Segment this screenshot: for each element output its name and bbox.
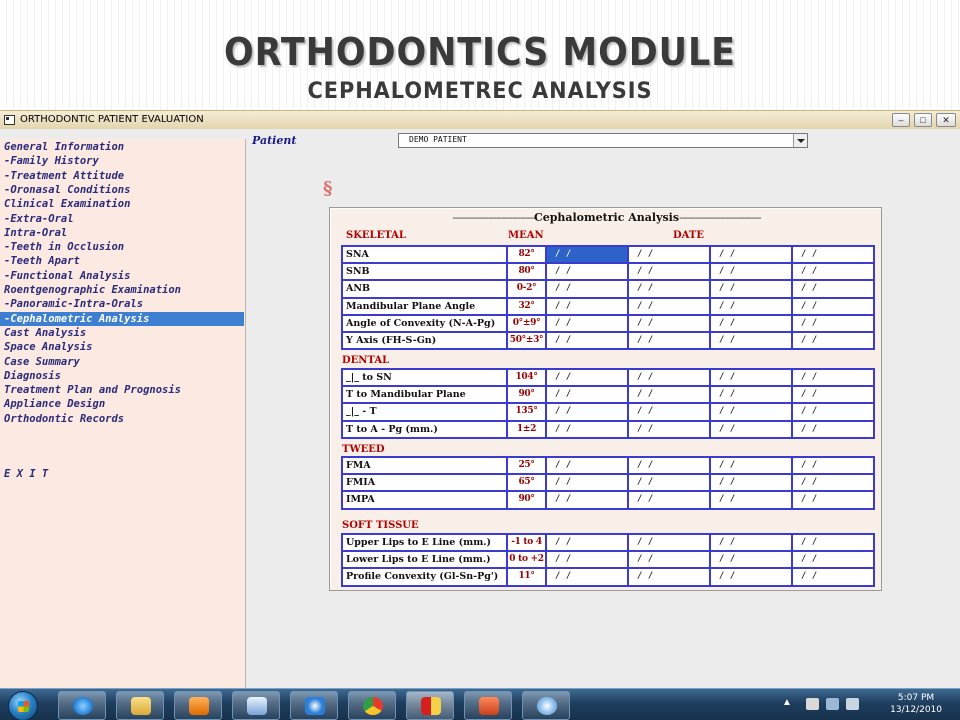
- date-input[interactable]: / /: [711, 404, 791, 419]
- date-input[interactable]: / /: [629, 333, 709, 348]
- date-input[interactable]: / /: [629, 299, 709, 314]
- sidebar-menu: [0, 139, 246, 689]
- date-input[interactable]: / /: [793, 552, 873, 567]
- analysis-section: [341, 368, 875, 439]
- clock-time: 5:07 PM: [897, 693, 935, 703]
- date-input[interactable]: / /: [711, 281, 791, 296]
- chrome-icon: [363, 697, 383, 715]
- date-input[interactable]: / /: [793, 387, 873, 402]
- table-row: [343, 370, 873, 386]
- mean-value: 11°: [508, 569, 545, 584]
- date-input[interactable]: / /: [629, 569, 709, 584]
- date-input[interactable]: / /: [711, 492, 791, 507]
- mean-value: 0°±9°: [508, 316, 545, 331]
- clock[interactable]: [890, 692, 942, 716]
- date-input[interactable]: / /: [547, 404, 627, 419]
- date-input[interactable]: / /: [793, 404, 873, 419]
- date-input[interactable]: / /: [629, 535, 709, 550]
- date-input[interactable]: / /: [547, 475, 627, 490]
- date-input[interactable]: / /: [793, 569, 873, 584]
- menu-item-exit[interactable]: E X I T: [4, 468, 49, 480]
- parameter-label: Y Axis (FH-S-Gn): [343, 333, 506, 348]
- date-input[interactable]: / /: [793, 264, 873, 279]
- date-input[interactable]: / /: [629, 247, 709, 262]
- file-explorer-icon: [131, 697, 151, 715]
- date-input[interactable]: / /: [711, 370, 791, 385]
- column-header-mean: MEAN: [508, 230, 544, 241]
- teamviewer-icon: [305, 697, 325, 715]
- parameter-label: FMIA: [343, 475, 506, 490]
- taskbar: [0, 688, 960, 720]
- parameter-label: FMA: [343, 458, 506, 473]
- table-row: [343, 299, 873, 315]
- parameter-label: Angle of Convexity (N-A-Pg): [343, 316, 506, 331]
- date-input[interactable]: / /: [547, 370, 627, 385]
- mean-value: 65°: [508, 475, 545, 490]
- table-row: [343, 281, 873, 297]
- menu-item[interactable]: Clinical Examination: [4, 198, 131, 211]
- menu-item[interactable]: Case Summary: [4, 355, 80, 368]
- date-input[interactable]: / /: [793, 492, 873, 507]
- date-input[interactable]: / /: [547, 264, 627, 279]
- start-button[interactable]: [8, 691, 38, 720]
- analysis-section: [341, 456, 875, 510]
- date-input[interactable]: / /: [711, 299, 791, 314]
- taskbar-powerpoint[interactable]: [464, 691, 512, 720]
- mean-value: 32°: [508, 299, 545, 314]
- mean-value: 0-2°: [508, 281, 545, 296]
- table-row: [343, 569, 873, 585]
- volume-icon[interactable]: [846, 698, 859, 710]
- menu-item[interactable]: -Panoramic-Intra-Orals: [4, 298, 144, 311]
- date-input[interactable]: / /: [711, 316, 791, 331]
- menu-item[interactable]: -Cephalometric Analysis: [0, 312, 244, 326]
- powerpoint-icon: [479, 697, 499, 715]
- date-input[interactable]: / /: [793, 281, 873, 296]
- menu-item[interactable]: -Extra-Oral: [4, 212, 74, 225]
- mean-value: 1±2: [508, 422, 545, 437]
- mean-value: 80°: [508, 264, 545, 279]
- column-header-skeletal: SKELETAL: [346, 230, 406, 241]
- analysis-section: [341, 533, 875, 587]
- section-label: DENTAL: [342, 355, 390, 366]
- menu-item[interactable]: Orthodontic Records: [4, 412, 125, 425]
- menu-item[interactable]: -Treatment Attitude: [4, 169, 125, 182]
- decorative-mark: §: [323, 178, 333, 199]
- date-input[interactable]: / /: [711, 422, 791, 437]
- date-input[interactable]: / /: [711, 475, 791, 490]
- date-input[interactable]: / /: [629, 404, 709, 419]
- paint-icon: [537, 697, 557, 715]
- parameter-label: SNA: [343, 247, 506, 262]
- date-input[interactable]: / /: [547, 492, 627, 507]
- date-input[interactable]: / /: [793, 535, 873, 550]
- date-input[interactable]: / /: [547, 299, 627, 314]
- date-input[interactable]: / /: [793, 247, 873, 262]
- date-input[interactable]: / /: [793, 370, 873, 385]
- date-input[interactable]: / /: [629, 458, 709, 473]
- cephalometric-panel: [329, 207, 882, 591]
- menu-item[interactable]: -Teeth Apart: [4, 255, 80, 268]
- date-input[interactable]: / /: [793, 458, 873, 473]
- table-row: [343, 422, 873, 438]
- taskbar-ortho-app[interactable]: [406, 691, 454, 720]
- date-input[interactable]: / /: [629, 316, 709, 331]
- close-icon[interactable]: ✕: [936, 113, 956, 127]
- parameter-label: Mandibular Plane Angle: [343, 299, 506, 314]
- menu-item[interactable]: -Oronasal Conditions: [4, 183, 131, 196]
- menu-item[interactable]: Space Analysis: [4, 341, 93, 354]
- parameter-label: T to A - Pg (mm.): [343, 422, 506, 437]
- parameter-label: Lower Lips to E Line (mm.): [343, 552, 506, 567]
- date-input[interactable]: / /: [547, 281, 627, 296]
- table-row: [343, 247, 873, 263]
- menu-item[interactable]: Appliance Design: [4, 398, 106, 411]
- parameter-label: ANB: [343, 281, 506, 296]
- parameter-label: Profile Convexity (Gl-Sn-Pg'): [343, 569, 506, 584]
- parameter-label: Upper Lips to E Line (mm.): [343, 535, 506, 550]
- app-icon: [4, 115, 15, 125]
- taskbar-teamviewer[interactable]: [290, 691, 338, 720]
- section-label: TWEED: [342, 444, 385, 455]
- date-input[interactable]: / /: [711, 535, 791, 550]
- ortho-app-icon: [421, 697, 441, 715]
- menu-item[interactable]: General Information: [4, 141, 125, 153]
- date-input[interactable]: / /: [629, 281, 709, 296]
- mean-value: 0 to +2: [508, 552, 545, 567]
- taskbar-ie[interactable]: [58, 691, 106, 720]
- parameter-label: T to Mandibular Plane: [343, 387, 506, 402]
- table-row: [343, 552, 873, 568]
- table-row: [343, 333, 873, 349]
- patient-label: Patient: [252, 134, 297, 147]
- mean-value: 50°±3°: [508, 333, 545, 348]
- mean-value: 104°: [508, 370, 545, 385]
- menu-item[interactable]: Roentgenographic Examination: [4, 284, 182, 296]
- window-title: ORTHODONTIC PATIENT EVALUATION: [20, 114, 204, 125]
- taskbar-paint[interactable]: [522, 691, 570, 720]
- table-row: [343, 475, 873, 491]
- menu-item[interactable]: -Family History: [4, 155, 99, 168]
- table-row: [343, 264, 873, 280]
- date-input[interactable]: / /: [793, 316, 873, 331]
- internet-explorer-icon: [73, 697, 93, 715]
- parameter-label: IMPA: [343, 492, 506, 507]
- window-titlebar[interactable]: [0, 111, 960, 129]
- taskbar-chrome[interactable]: [348, 691, 396, 720]
- menu-item[interactable]: Intra-Oral: [4, 226, 68, 239]
- patient-select-value: DEMO PATIENT: [409, 135, 467, 144]
- date-input[interactable]: / /: [547, 422, 627, 437]
- table-row: [343, 492, 873, 508]
- menu-item[interactable]: Diagnosis: [4, 369, 61, 382]
- parameter-label: SNB: [343, 264, 506, 279]
- column-header-date: DATE: [673, 230, 704, 241]
- menu-item[interactable]: Cast Analysis: [4, 326, 87, 339]
- parameter-label: _|_ - T: [343, 404, 506, 419]
- date-input[interactable]: / /: [629, 475, 709, 490]
- mean-value: -1 to 4: [508, 535, 545, 550]
- menu-item[interactable]: -Functional Analysis: [4, 269, 131, 282]
- date-input[interactable]: / /: [711, 458, 791, 473]
- patient-select[interactable]: [398, 133, 808, 148]
- table-row: [343, 404, 873, 420]
- table-row: [343, 387, 873, 403]
- date-input[interactable]: / /: [711, 569, 791, 584]
- table-row: [343, 535, 873, 551]
- menu-item[interactable]: Treatment Plan and Prognosis: [4, 384, 182, 397]
- panel-heading: ------------------------------Cephalometric Analysis------------------------------: [452, 211, 761, 224]
- network-icon[interactable]: [826, 698, 839, 710]
- mean-value: 25°: [508, 458, 545, 473]
- tray-expand-icon[interactable]: ▲: [782, 697, 792, 708]
- table-row: [343, 458, 873, 474]
- action-center-icon[interactable]: [806, 698, 819, 710]
- mean-value: 135°: [508, 404, 545, 419]
- date-input[interactable]: / /: [629, 387, 709, 402]
- date-input[interactable]: / /: [547, 569, 627, 584]
- date-input[interactable]: / /: [547, 535, 627, 550]
- outlook-icon: [247, 697, 267, 715]
- slide-title: ORTHODONTICS MODULE: [224, 30, 736, 74]
- date-input[interactable]: / /: [629, 264, 709, 279]
- section-label: SOFT TISSUE: [342, 520, 419, 531]
- table-row: [343, 316, 873, 332]
- date-input[interactable]: / /: [547, 387, 627, 402]
- mean-value: 90°: [508, 387, 545, 402]
- menu-item[interactable]: -Teeth in Occlusion: [4, 241, 125, 254]
- analysis-section: [341, 245, 875, 350]
- taskbar-explorer[interactable]: [116, 691, 164, 720]
- taskbar-media-player[interactable]: [174, 691, 222, 720]
- slide-subtitle: CEPHALOMETREC ANALYSIS: [307, 79, 653, 104]
- date-input[interactable]: / /: [629, 370, 709, 385]
- date-input[interactable]: / /: [629, 492, 709, 507]
- minimize-icon[interactable]: –: [892, 113, 910, 127]
- date-input[interactable]: / /: [711, 333, 791, 348]
- date-input[interactable]: / /: [547, 247, 627, 262]
- date-input[interactable]: / /: [793, 333, 873, 348]
- taskbar-outlook[interactable]: [232, 691, 280, 720]
- date-input[interactable]: / /: [711, 247, 791, 262]
- date-input[interactable]: / /: [711, 552, 791, 567]
- clock-date: 13/12/2010: [890, 705, 942, 715]
- mean-value: 90°: [508, 492, 545, 507]
- maximize-icon[interactable]: □: [914, 113, 932, 127]
- date-input[interactable]: / /: [629, 422, 709, 437]
- date-input[interactable]: / /: [629, 552, 709, 567]
- date-input[interactable]: / /: [793, 299, 873, 314]
- parameter-label: _|_ to SN: [343, 370, 506, 385]
- date-input[interactable]: / /: [547, 458, 627, 473]
- date-input[interactable]: / /: [547, 316, 627, 331]
- date-input[interactable]: / /: [711, 264, 791, 279]
- chevron-down-icon[interactable]: [793, 134, 807, 147]
- date-input[interactable]: / /: [711, 387, 791, 402]
- mean-value: 82°: [508, 247, 545, 262]
- date-input[interactable]: / /: [547, 333, 627, 348]
- media-player-icon: [189, 697, 209, 715]
- date-input[interactable]: / /: [793, 422, 873, 437]
- date-input[interactable]: / /: [547, 552, 627, 567]
- date-input[interactable]: / /: [793, 475, 873, 490]
